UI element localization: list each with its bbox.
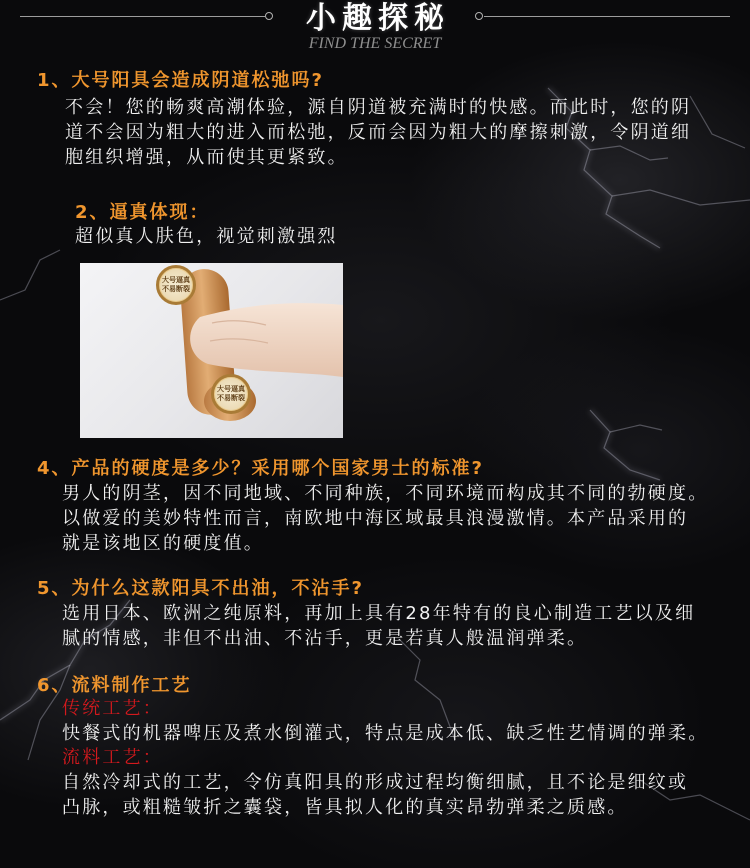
answer-line: 腻的情感，非但不出油、不沾手，更是若真人般温润弹柔。 bbox=[62, 628, 588, 649]
lightning-streak bbox=[612, 190, 750, 205]
answer-line: 就是该地区的硬度值。 bbox=[62, 533, 264, 554]
question-heading: 4、产品的硬度是多少？采用哪个国家男士的标准? bbox=[37, 458, 484, 479]
badge-seal-icon bbox=[156, 265, 196, 305]
lightning-streak bbox=[590, 410, 660, 480]
header-divider-right bbox=[484, 16, 730, 17]
answer-line: 超似真人肤色，视觉刺激强烈 bbox=[75, 226, 338, 247]
question-heading: 2、逼真体现： bbox=[75, 202, 210, 223]
badge-text: 不易断裂 bbox=[162, 285, 190, 293]
answer-line: 凸脉，或粗糙皱折之囊袋，皆具拟人化的真实昂勃弹柔之质感。 bbox=[62, 797, 628, 818]
page-subtitle: FIND THE SECRET bbox=[308, 35, 442, 52]
badge-text: 大号逼真 bbox=[217, 385, 245, 393]
answer-line: 快餐式的机器啤压及煮水倒灌式，特点是成本低、缺乏性艺情调的弹柔。 bbox=[62, 723, 709, 744]
badge-text: 大号逼真 bbox=[162, 276, 190, 284]
answer-line: 男人的阴茎，因不同地域、不同种族，不同环境而构成其不同的勃硬度。 bbox=[62, 483, 709, 504]
question-heading: 6、流料制作工艺 bbox=[37, 675, 192, 696]
lightning-streak bbox=[690, 96, 745, 148]
badge-seal-icon bbox=[211, 374, 251, 414]
section-label: 流料工艺： bbox=[62, 747, 163, 768]
section-label: 传统工艺： bbox=[62, 698, 163, 719]
answer-line: 胞组织增强，从而使其更紧致。 bbox=[65, 147, 348, 168]
answer-line: 选用日本、欧洲之纯原料，再加上具有28年特有的良心制造工艺以及细 bbox=[62, 603, 696, 624]
product-illustration bbox=[80, 263, 343, 438]
question-heading: 5、为什么这款阳具不出油，不沾手? bbox=[37, 578, 364, 599]
badge-text: 不易断裂 bbox=[217, 394, 245, 402]
answer-line: 不会！您的畅爽高潮体验，源自阴道被充满时的快感。而此时，您的阴 bbox=[65, 97, 692, 118]
lightning-streak bbox=[590, 146, 668, 160]
answer-line: 自然冷却式的工艺，令仿真阳具的形成过程均衡细腻，且不论是细纹或 bbox=[62, 772, 689, 793]
answer-line: 以做爱的美妙特性而言，南欧地中海区域最具浪漫激情。本产品采用的 bbox=[62, 508, 689, 529]
product-photo bbox=[80, 263, 343, 438]
lightning-streak bbox=[0, 250, 60, 300]
lightning-streak bbox=[610, 425, 662, 432]
question-heading: 1、大号阳具会造成阴道松弛吗? bbox=[37, 70, 324, 91]
page-title: 小趣探秘 bbox=[306, 1, 450, 36]
answer-line: 道不会因为粗大的进入而松弛，反而会因为粗大的摩擦刺激，令阴道细 bbox=[65, 122, 692, 143]
circle-ornament-icon bbox=[475, 12, 483, 20]
